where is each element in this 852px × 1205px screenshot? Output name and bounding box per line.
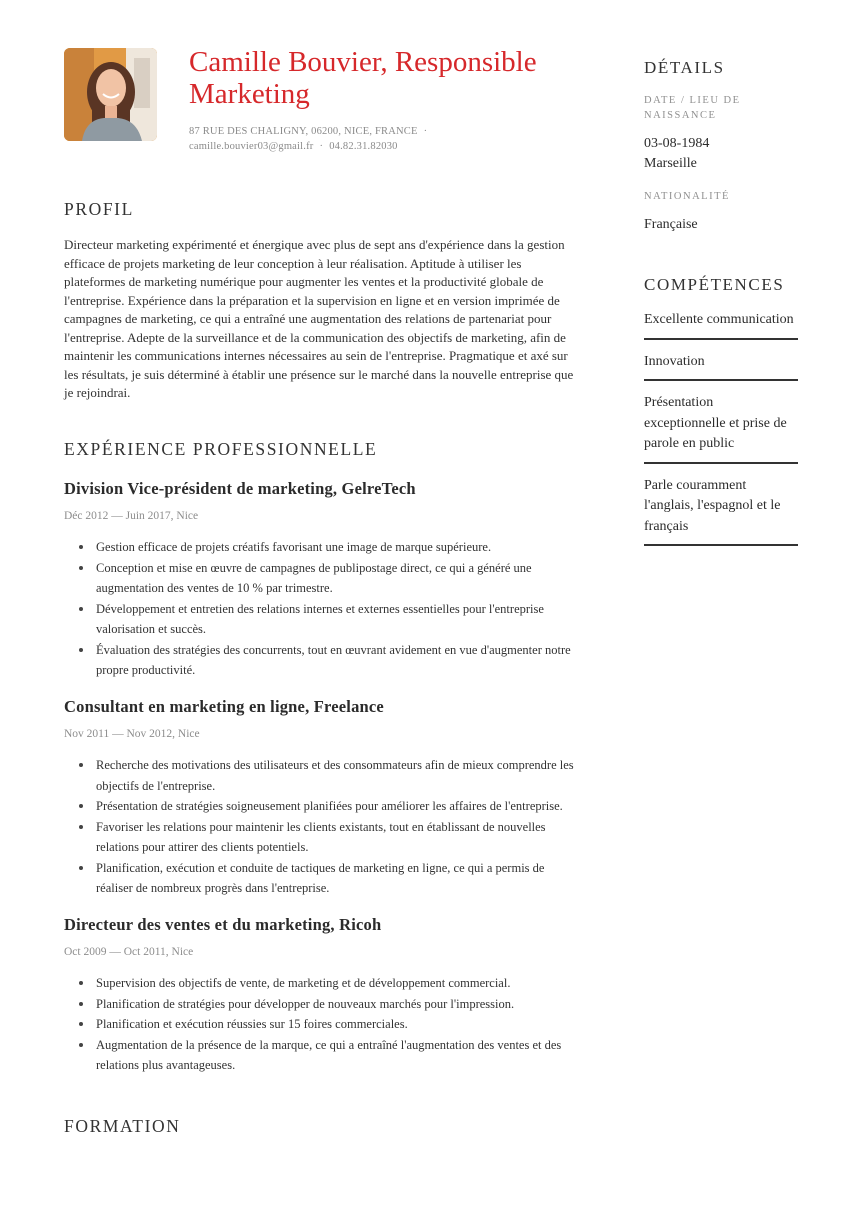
job-date: Nov 2011 — Nov 2012, Nice: [64, 728, 200, 740]
contact-info: [189, 124, 489, 154]
separator-dot: ·: [423, 126, 428, 137]
job-bullet: Planification de stratégies pour développer de nouveaux marchés pour l'impression.: [64, 994, 574, 1015]
details-heading: DÉTAILS: [644, 58, 725, 77]
candidate-name: Camille Bouvier, Responsible Marketing: [189, 46, 537, 110]
job-bullet: Favoriser les relations pour maintenir les clients existants, tout en établissant de nouvelles relations pour attirer des clients potentiels.: [64, 817, 574, 858]
birth-place: Marseille: [644, 156, 697, 171]
job-bullet: Conception et mise en œuvre de campagnes de publipostage direct, ce qui a généré une augmentation des ventes de 10 % par trimestre.: [64, 558, 574, 599]
address: 87 RUE DES CHALIGNY, 06200, NICE, FRANCE: [189, 126, 418, 137]
job-title: Consultant en marketing en ligne, Freelance: [64, 697, 384, 716]
skills-section: [644, 275, 798, 558]
profile-text: Directeur marketing expérimenté et énergique avec plus de sept ans d'expérience dans la gestion efficace de projets marketing de leur conception à leur réalisation. Aptitude à utiliser les plateformes de marketing numérique pour augmenter les ventes et la productivité globale de l'entreprise. Expérience dans la préparation et la supervision en ligne et en version imprimée de campagnes de marketing, ce qui a entraîné une augmentation des relations de partenariat pour l'entreprise. Adepte de la surveillance et de la communication des objectifs de marketing, afin de maintenir les communications internes nécessaires au sein de l'entreprise. Pragmatique et axé sur les résultats, je suis déterminé à établir une présence sur le marché dans la nouvelle entreprise que je rejoindrai.: [64, 237, 574, 400]
skill-item: Présentation exceptionnelle et prise de parole en public: [644, 393, 798, 464]
skill-item: Innovation: [644, 352, 798, 382]
job-date: Oct 2009 — Oct 2011, Nice: [64, 946, 194, 958]
job-title: Directeur des ventes et du marketing, Ricoh: [64, 915, 382, 934]
job-bullet-list: [64, 537, 574, 681]
profile-photo: [64, 48, 157, 141]
experience-heading: EXPÉRIENCE PROFESSIONNELLE: [64, 439, 378, 459]
profile-heading: PROFIL: [64, 199, 134, 219]
nationality-value: Française: [644, 217, 698, 232]
job-bullet: Gestion efficace de projets créatifs favorisant une image de marque supérieure.: [64, 537, 574, 558]
nationality-label: NATIONALITÉ: [644, 191, 730, 202]
job-bullet: Supervision des objectifs de vente, de marketing et de développement commercial.: [64, 973, 574, 994]
skills-list: [644, 310, 798, 546]
email-link[interactable]: camille.bouvier03@gmail.fr: [189, 141, 314, 152]
education-heading: FORMATION: [64, 1116, 181, 1136]
birth-date: 03-08-1984: [644, 136, 710, 151]
job-date: Déc 2012 — Juin 2017, Nice: [64, 510, 199, 522]
contact-line-1: [189, 124, 489, 139]
job-entry: [64, 479, 574, 681]
job-bullet: Planification et exécution réussies sur 15 foires commerciales.: [64, 1014, 574, 1035]
job-entry: [64, 915, 574, 1076]
skill-item: Excellente communication: [644, 310, 798, 340]
job-bullet: Planification, exécution et conduite de tactiques de marketing en ligne, ce qui a permis de réaliser de nombreux progrès dans l'entreprise.: [64, 858, 574, 899]
job-bullet: Évaluation des stratégies des concurrents, tout en œuvrant avidement en vue d'augmenter notre propre productivité.: [64, 640, 574, 681]
details-section: [644, 58, 798, 235]
job-bullet-list: [64, 755, 574, 899]
job-bullet: Augmentation de la présence de la marque, ce qui a entraîné l'augmentation des ventes et des relations plus avantageuses.: [64, 1035, 574, 1076]
job-bullet: Recherche des motivations des utilisateurs et des consommateurs afin de mieux comprendre les objectifs de l'entreprise.: [64, 755, 574, 796]
birth-label: DATE / LIEU DE NAISSANCE: [644, 95, 741, 121]
job-bullet: Présentation de stratégies soigneusement planifiées pour améliorer les affaires de l'entreprise.: [64, 796, 574, 817]
skills-heading: COMPÉTENCES: [644, 275, 785, 294]
job-title: Division Vice-président de marketing, GelreTech: [64, 479, 416, 498]
phone-number: 04.82.31.82030: [329, 141, 398, 152]
portrait-image: [64, 48, 157, 141]
job-entry: [64, 697, 574, 899]
job-bullet-list: [64, 973, 574, 1076]
contact-line-2: [189, 139, 489, 154]
separator-dot: ·: [319, 141, 324, 152]
skill-item: Parle couramment l'anglais, l'espagnol et le français: [644, 476, 798, 547]
job-bullet: Développement et entretien des relations internes et externes essentielles pour l'entreprise valorisation et succès.: [64, 599, 574, 640]
